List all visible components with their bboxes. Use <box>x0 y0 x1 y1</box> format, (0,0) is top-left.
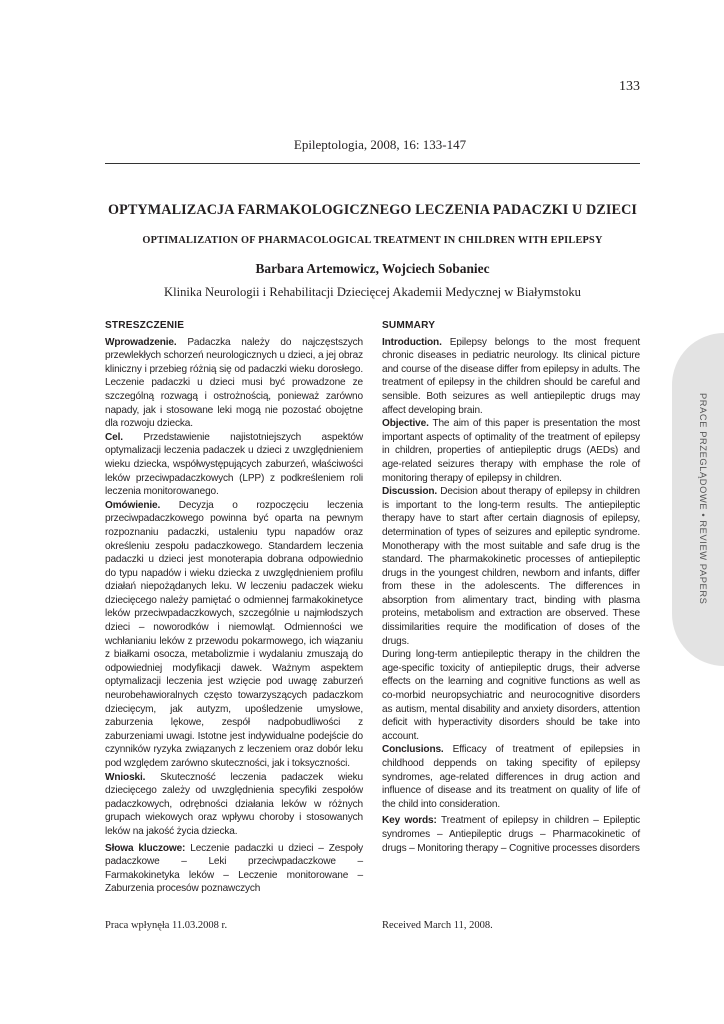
cel-paragraph <box>105 431 363 499</box>
objective-paragraph <box>382 417 640 485</box>
slowa-kluczowe-label: Słowa kluczowe: <box>105 842 186 854</box>
article-title-english: OPTIMALIZATION OF PHARMACOLOGICAL TREATMENT IN CHILDREN WITH EPILEPSY <box>142 235 603 246</box>
objective-label: Objective. <box>382 418 429 430</box>
article-title-polish: OPTYMALIZACJA FARMAKOLOGICZNEGO LECZENIA PADACZKI U DZIECI <box>107 202 638 218</box>
wnioski-label: Wnioski. <box>105 771 146 783</box>
discussion-paragraph-2 <box>382 648 640 743</box>
slowa-kluczowe-paragraph <box>105 842 363 896</box>
introduction-text: Epilepsy belongs to the most frequent chronic diseases in pediatric neurology. Its clinical picture and course of the disease differ from epilepsy in adults. The treatment of epilepsy in the children should be careful and sensible. Both seizures as well antiepileptic drugs may affect developing brain. <box>382 336 641 416</box>
received-date-english: Received March 11, 2008. <box>382 920 493 931</box>
journal-citation: Epileptologia, 2008, 16: 133-147 <box>293 137 467 152</box>
objective-text: The aim of this paper is presentation the most important aspects of optimality of the treatment of epilepsy in children, properties of antiepileptic drugs (AEDs) and age-related seizures therapy with emphase the role of monitoring therapy of epilepsy in children. <box>382 418 640 484</box>
key-words-text: Treatment of epilepsy in children – Epileptic syndromes – Antiepileptic drugs – Pharmacokinetic of drugs – Monitoring therapy – Cognitive processes disorders <box>382 815 640 854</box>
wprowadzenie-paragraph <box>105 336 363 431</box>
key-words-label: Key words: <box>382 815 437 827</box>
slowa-kluczowe-text: Leczenie padaczki u dzieci – Zespoły padaczkowe – Leki przeciwpadaczkowe – Farmakokinetyka leków – Leczenie monitorowane – Zaburzenia procesów poznawczych <box>105 842 363 895</box>
introduction-label: Introduction. <box>382 336 442 348</box>
received-date-polish: Praca wpłynęła 11.03.2008 r. <box>105 920 228 931</box>
abstract-polish <box>105 319 363 896</box>
discussion-label: Discussion. <box>382 486 438 498</box>
conclusions-paragraph <box>382 743 640 811</box>
discussion-text-2: During long-term antiepileptic therapy in the children the age-specific toxicity of antiepileptic drugs, their adverse effects on the learning and cognitive functions as well as co-morbid neuropsychiatric and neurocognitive disorders as autism, mental disability and anxiety disorders, attention deficit with hyperactivity disorders should be take into account. <box>382 649 640 742</box>
conclusions-text: Efficacy of treatment of epilepsies in childhood deppends on taking specifity of epilepsy syndromes, age-related differences in drug action and influence of disease and its treatment on quality of life of the child into consideration. <box>382 744 640 810</box>
article-authors: Barbara Artemowicz, Wojciech Sobaniec <box>255 261 490 276</box>
omowienie-label: Omówienie. <box>105 499 161 511</box>
article-affiliation: Klinika Neurologii i Rehabilitacji Dziecięcej Akademii Medycznej w Białymstoku <box>164 285 581 299</box>
section-side-tab-label: PRACE PRZEGLĄDOWE • REVIEW PAPERS <box>698 393 708 605</box>
streszczenie-heading: STRESZCZENIE <box>105 320 185 331</box>
discussion-paragraph <box>382 485 640 648</box>
wprowadzenie-text: Padaczka należy do najczęstszych przewlekłych schorzeń neurologicznych u dzieci, a jej obraz kliniczny i przebieg różnią się od padaczki wieku dorosłego. Leczenie padaczki u dzieci musi być prowadzone ze szczególną rozwagą i ostrożnością, ponieważ zarówno napady, jak i stosowane leki mogą nie pozostać obojętne dla rozwoju dziecka. <box>105 336 363 430</box>
wnioski-paragraph <box>105 771 363 839</box>
page-number: 133 <box>619 79 640 94</box>
cel-text: Przedstawienie najistotniejszych aspektów optymalizacji leczenia padaczek u dzieci z uwzględnieniem wieku dziecka, współwystępujących zaburzeń, właściwości leków przeciwpadaczkowych (LPP) z podkreśleniem roli leczenia monitorowanego. <box>105 431 364 498</box>
summary-heading: SUMMARY <box>382 320 436 331</box>
wnioski-text: Skuteczność leczenia padaczek wieku dziecięcego zależy od uwzględnienia specyfiki zespołów padaczkowych, odrębności działania leków w różnych grupach wiekowych oraz wpływu choroby i stosowanych leków na jakość życia dziecka. <box>105 771 363 837</box>
omowienie-paragraph <box>105 499 363 771</box>
conclusions-label: Conclusions. <box>382 744 444 756</box>
header-rule <box>105 163 640 164</box>
wprowadzenie-label: Wprowadzenie. <box>105 336 177 348</box>
key-words-paragraph <box>382 814 640 855</box>
introduction-paragraph <box>382 336 640 418</box>
abstract-english <box>382 319 640 855</box>
omowienie-text: Decyzja o rozpoczęciu leczenia przeciwpadaczkowego powinna być oparta na pewnym rozpoznaniu padaczki, ustaleniu typu napadów oraz określeniu zespołu padaczkowego. Standardem leczenia padaczki u dzieci jest monoterapia dobrana odpowiednio do typu napadów i wieku dziecka z uwzględnieniem profilu działań niepożądanych leku. W leczeniu padaczek wieku dziecięcego należy pamiętać o odmiennej farmakokinetyce leków przeciwpadaczkowych, szczególnie u najmłodszych dzieci – noworodków i niemowląt. Odmienności we wchłanianiu leków z przewodu pokarmowego, ich wiązaniu z białkami osocza, metabolizmie i wydalaniu zmuszają do odpowiedniej modyfikacji dawek. Ważnym aspektem optymalizacji leczenia jest wzięcie pod uwagę zaburzeń neurobehawioralnych często towarzyszących padaczkom dziecięcym, jak autyzm, upośledzenie umysłowe, zaburzenia lękowe, zespół nadpobudliwości z zaburzeniami uwagi. Istotne jest indywidualne podejście do czynników ryzyka związanych z leczeniem oraz dobór leku pod względem zarówno skuteczności, jak i toksyczności. <box>105 499 363 769</box>
discussion-text: Decision about therapy of epilepsy in children is important to the long-term results. The antiepileptic therapy have to start after certain diagnosis of epilepsy, determination of types of seizures and epileptic syndrome. Monotherapy with the most suitable and safe drug is the standard. The pharmakokinetic processes of antiepileptic drugs in the youngest children, newborn and infants, differ from these in the adolescents. The differences in absorption from alimentary tract, binding with plasma proteins, metabolism and extraction are observed. These dissimilarities require the modification of doses of the drugs. <box>382 486 641 647</box>
cel-label: Cel. <box>105 431 123 443</box>
